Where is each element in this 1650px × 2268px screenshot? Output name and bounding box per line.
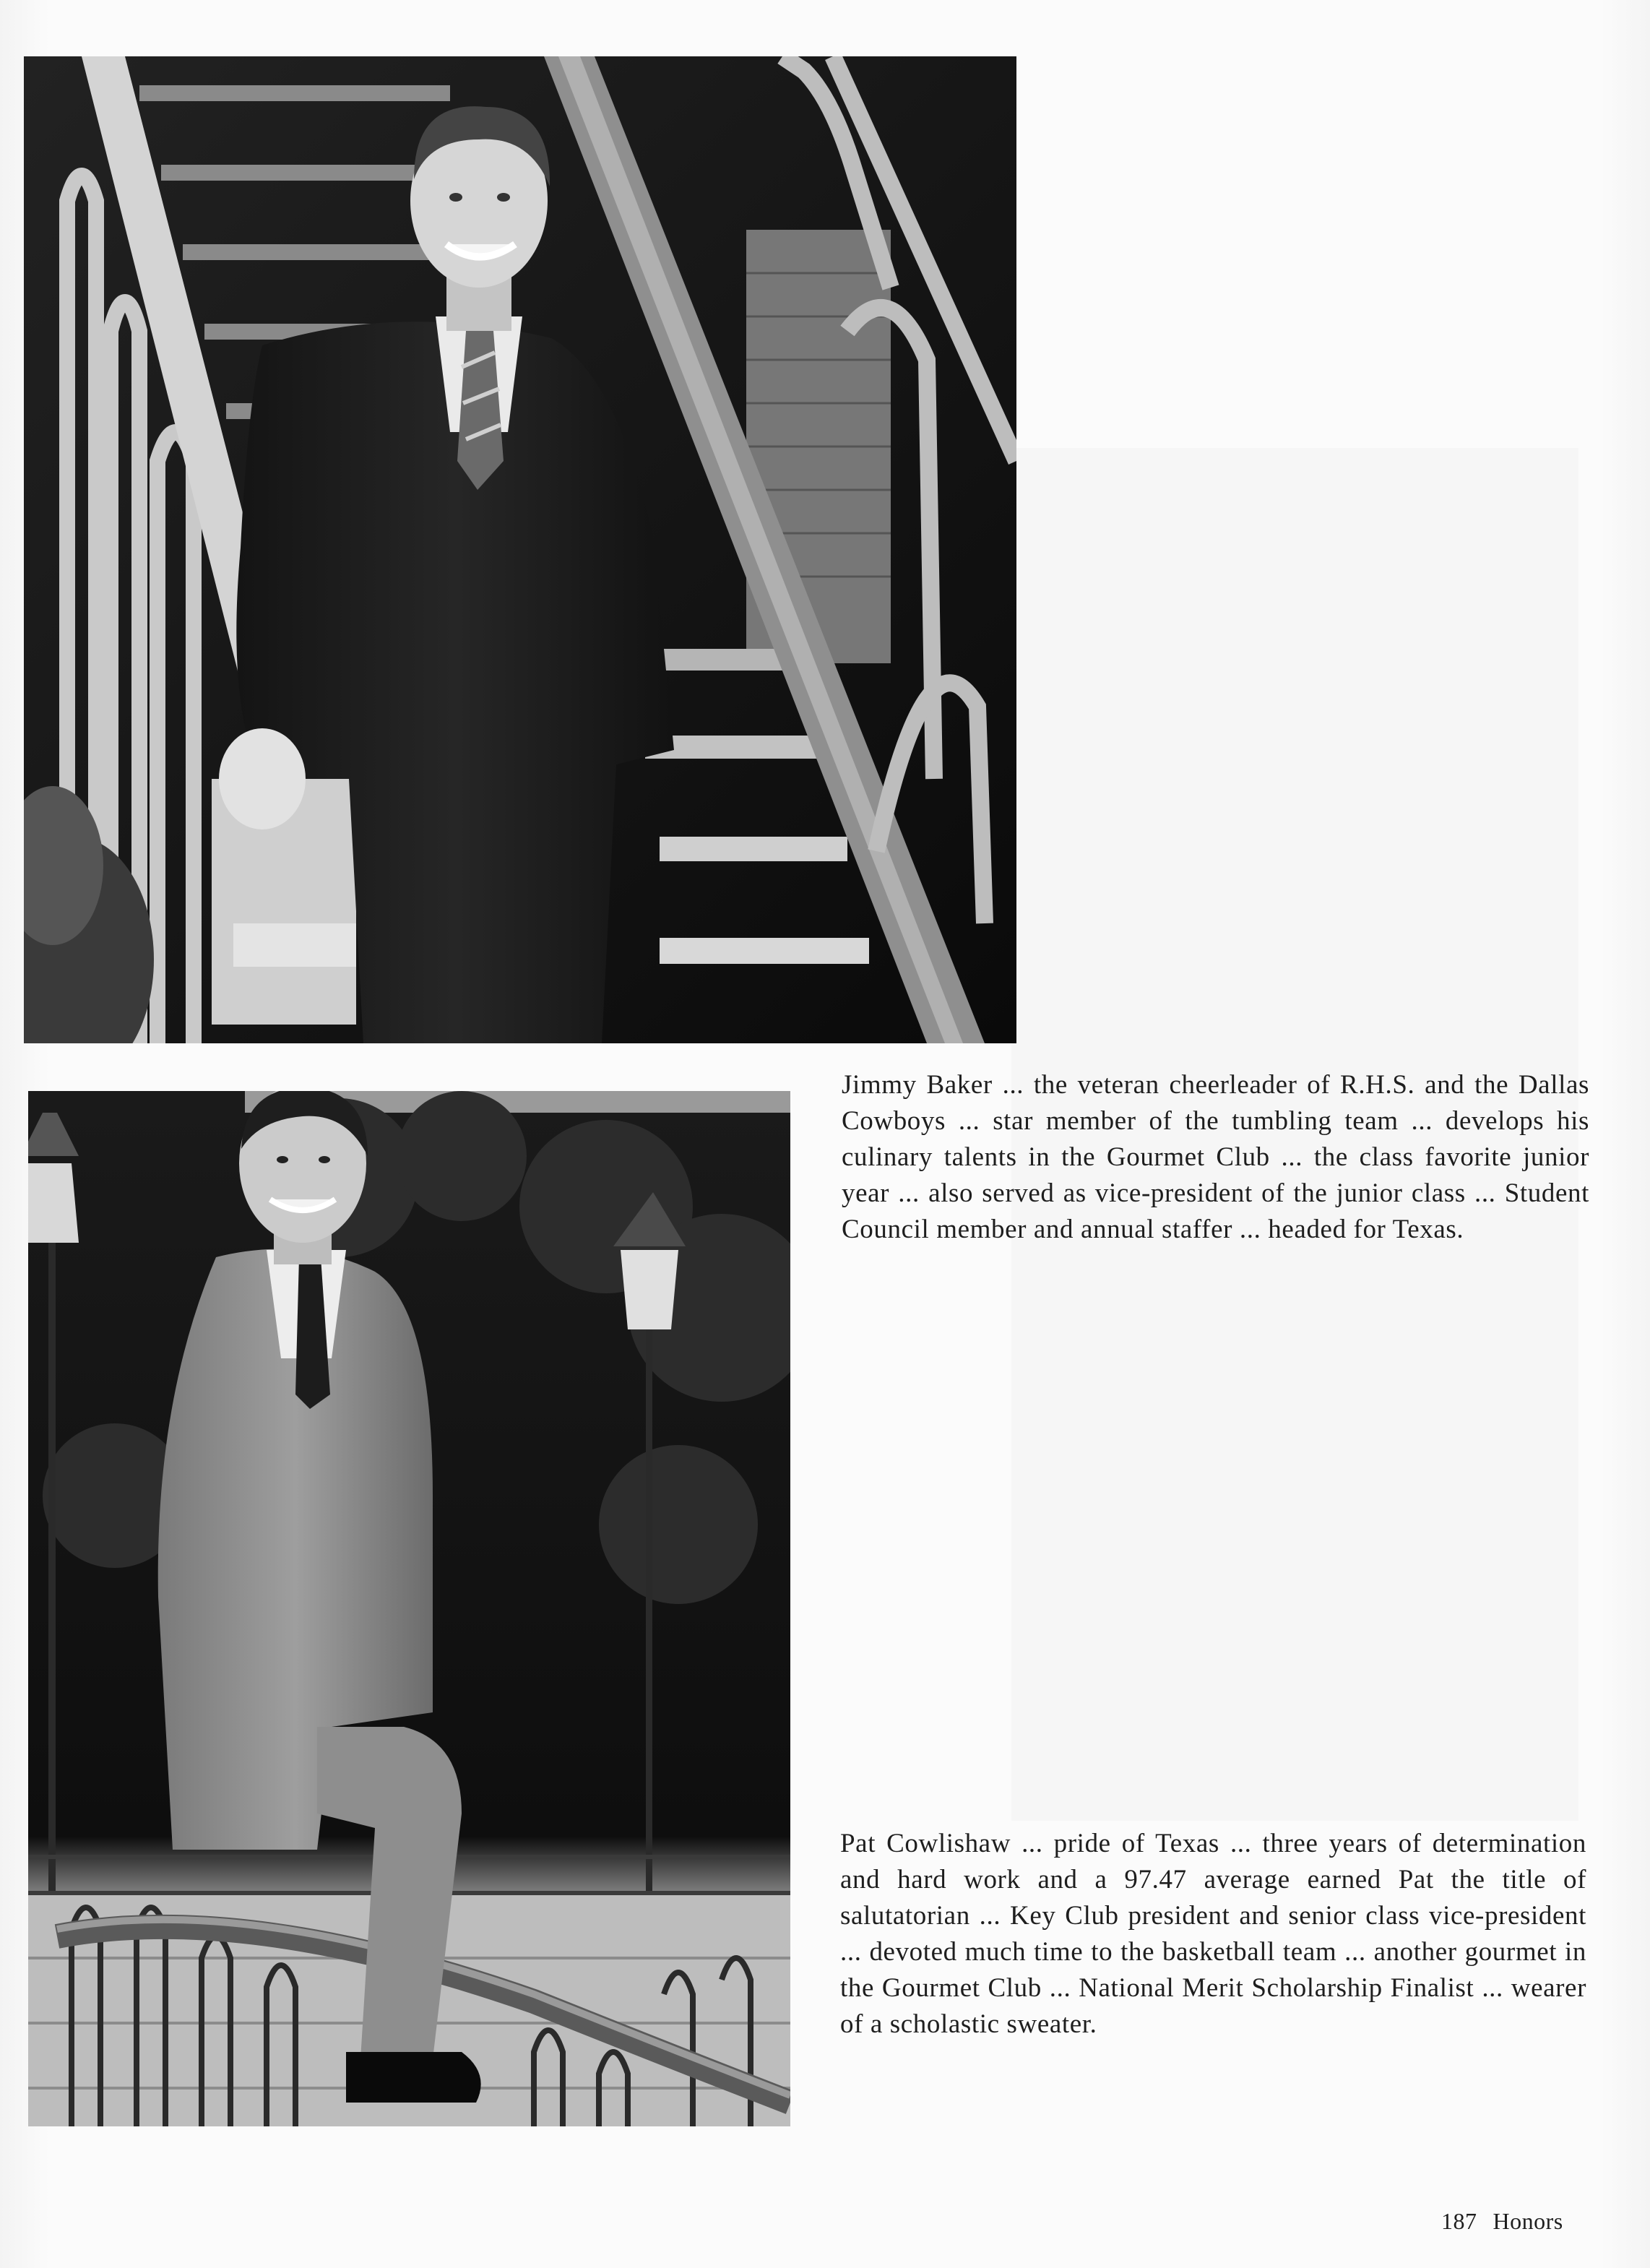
page-number: 187: [1441, 2208, 1477, 2234]
portrait-photo-railing: [28, 1091, 790, 2126]
bio-jimmy-baker: Jimmy Baker ... the veteran cheerleader of R.H.S. and the Dallas Cowboys ... star member of the tumbling team ... develops his culinary talents in the Gourmet Club ... the class favorite junior year ... also served as vice-president of the junior class ... Student Council member and annual staffer ... headed for Texas.: [842, 1070, 1589, 1244]
page-folio: [1441, 2208, 1563, 2235]
portrait-photo-staircase: [24, 56, 1016, 1043]
bio-pat-cowlishaw: Pat Cowlishaw ... pride of Texas ... three years of determination and hard work and a 97.47 average earned Pat the title of salutatorian ... Key Club president and senior class vice-president ... devoted much time to the basketball team ... another gourmet in the Gourmet Club ... National Merit Scholarship Finalist ... wearer of a scholastic sweater.: [840, 1829, 1586, 2039]
section-name: Honors: [1493, 2208, 1563, 2234]
